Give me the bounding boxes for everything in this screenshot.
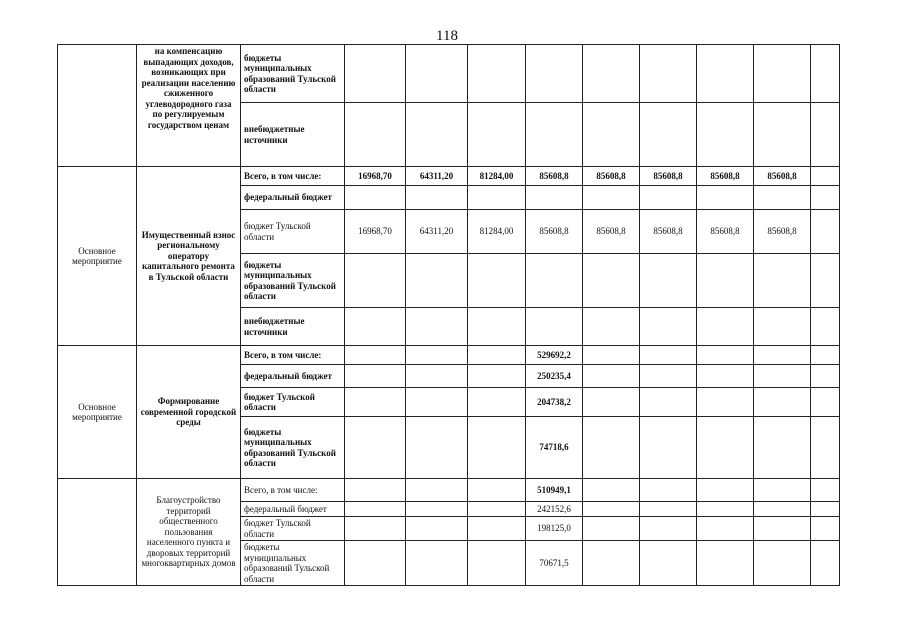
value-cell: 85608,8 (583, 210, 640, 254)
source-label: Всего, в том числе: (241, 346, 345, 365)
table-row (58, 479, 840, 502)
source-label: Всего, в том числе: (241, 479, 345, 502)
source-label: федеральный бюджет (241, 502, 345, 517)
source-label: внебюджетные источники (241, 308, 345, 346)
value-cell: 64311,20 (406, 210, 468, 254)
value-cell: 198125,0 (526, 517, 583, 541)
source-label: бюджеты муниципальных образований Тульской области (241, 254, 345, 308)
source-label: бюджеты муниципальных образований Тульской области (241, 417, 345, 479)
value-cell: 81284,00 (468, 167, 526, 186)
page-number: 118 (436, 28, 458, 44)
event-name: Имущественный взнос региональному оператору капитального ремонта в Тульской области (137, 167, 241, 346)
source-label: бюджет Тульской области (241, 388, 345, 417)
value-cell: 70671,5 (526, 541, 583, 586)
source-label: федеральный бюджет (241, 186, 345, 210)
source-label: внебюджетные источники (241, 103, 345, 167)
value-cell: 16968,70 (345, 210, 406, 254)
value-cell: 74718,6 (526, 417, 583, 479)
value-cell: 529692,2 (526, 346, 583, 365)
value-cell: 85608,8 (697, 167, 754, 186)
source-label: бюджет Тульской области (241, 517, 345, 541)
type-cell (58, 45, 137, 167)
value-cell: 85608,8 (754, 210, 811, 254)
source-label: Всего, в том числе: (241, 167, 345, 186)
event-name: на компенсацию выпадающих доходов, возникающих при реализации населению сжиженного углеводородного газа по регулируемым государством ценам (137, 45, 241, 167)
value-cell: 204738,2 (526, 388, 583, 417)
value-cell: 16968,70 (345, 167, 406, 186)
event-type: Основное мероприятие (58, 346, 137, 479)
source-label: бюджет Тульской области (241, 210, 345, 254)
table-row (58, 346, 840, 365)
value-cell: 85608,8 (526, 210, 583, 254)
source-label: федеральный бюджет (241, 365, 345, 388)
type-cell (58, 479, 137, 586)
table-row (58, 167, 840, 186)
source-label: бюджеты муниципальных образований Тульской области (241, 541, 345, 586)
value-cell: 64311,20 (406, 167, 468, 186)
value-cell: 85608,8 (640, 167, 697, 186)
value-cell: 81284,00 (468, 210, 526, 254)
budget-table (57, 44, 840, 586)
value-cell: 250235,4 (526, 365, 583, 388)
value-cell: 85608,8 (640, 210, 697, 254)
event-name: Благоустройство территорий общественного пользования населенного пункта и дворовых территорий многоквартирных домов (137, 479, 241, 586)
value-cell: 242152,6 (526, 502, 583, 517)
source-label: бюджеты муниципальных образований Тульской области (241, 45, 345, 103)
value-cell: 510949,1 (526, 479, 583, 502)
value-cell: 85608,8 (583, 167, 640, 186)
value-cell: 85608,8 (754, 167, 811, 186)
event-type: Основное мероприятие (58, 167, 137, 346)
value-cell: 85608,8 (697, 210, 754, 254)
table-row (58, 45, 840, 103)
value-cell: 85608,8 (526, 167, 583, 186)
event-name: Формирование современной городской среды (137, 346, 241, 479)
